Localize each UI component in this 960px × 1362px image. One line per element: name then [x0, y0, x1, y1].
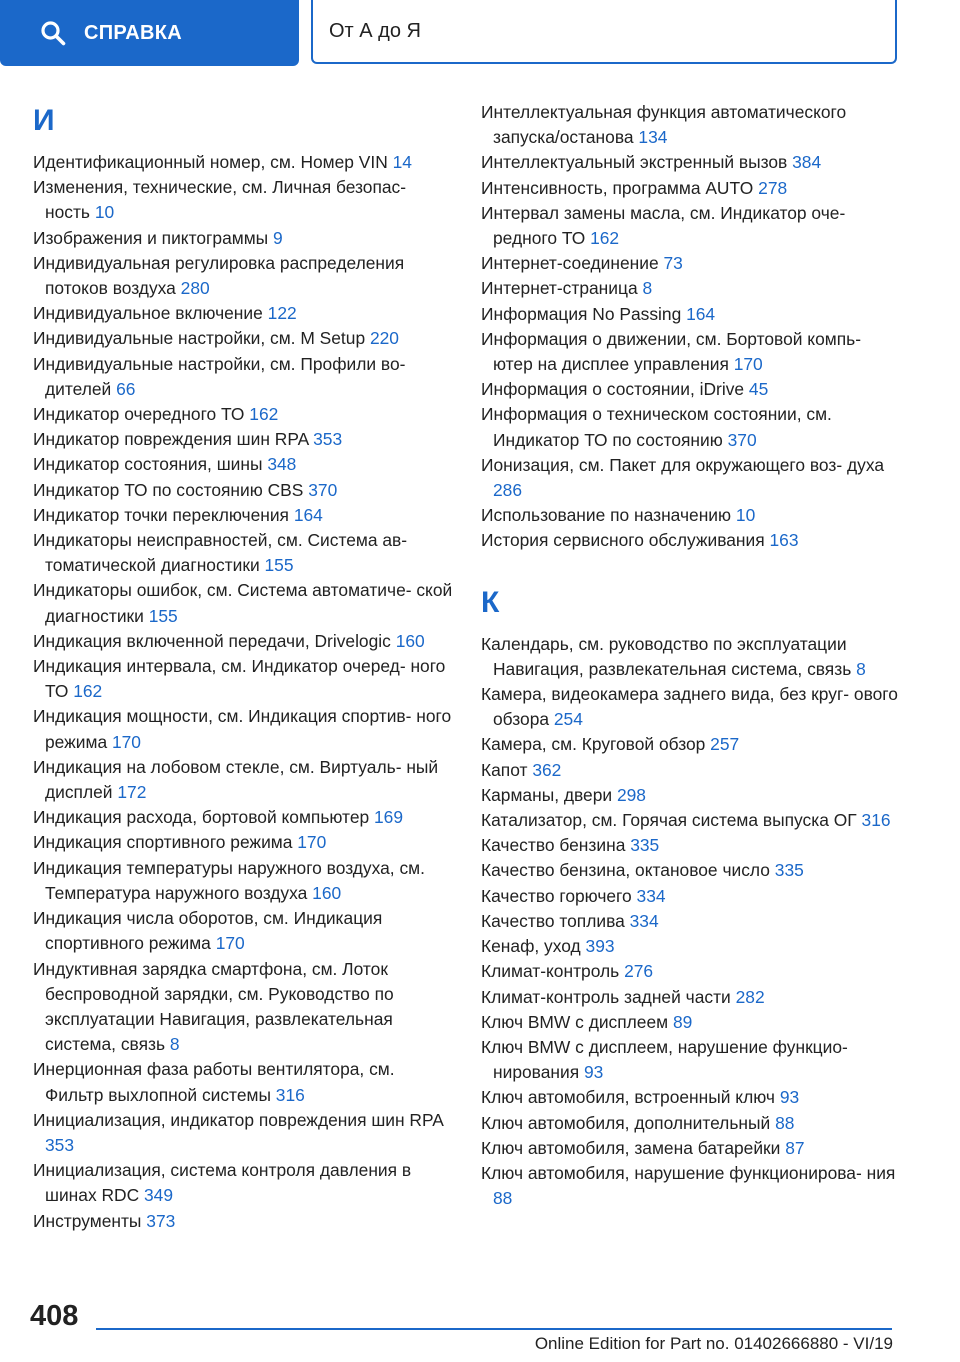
index-entry-text: Индикация температуры наружного воздуха, см. Температура наружного воздуха [33, 857, 425, 903]
index-entry [33, 226, 453, 251]
index-entry-text: Инициализация, система контроля давления в шинах RDC [33, 1160, 412, 1206]
index-entry [33, 427, 453, 452]
index-entry-text: Ионизация, см. Пакет для окружающего воз- духа [481, 454, 884, 475]
page-reference-link[interactable]: 9 [273, 227, 283, 248]
index-entry-text: Ключ автомобиля, дополнительный [481, 1112, 771, 1133]
index-entry [481, 251, 901, 276]
index-entry [33, 528, 453, 578]
index-entry-text: Ключ BMW с дисплеем [481, 1011, 669, 1032]
index-entry [481, 833, 901, 858]
index-entry-text: Ключ автомобиля, замена батарейки [481, 1137, 781, 1158]
page-reference-link[interactable]: 334 [636, 885, 666, 906]
index-entry [33, 957, 453, 1058]
page-reference-link[interactable]: 316 [861, 810, 891, 831]
page-reference-link[interactable]: 122 [267, 303, 297, 324]
page-reference-link[interactable]: 334 [629, 910, 659, 931]
section-letter-heading: И [33, 104, 55, 137]
index-entry-text: Интенсивность, программа AUTO [481, 177, 754, 198]
index-entry [481, 377, 901, 402]
index-entry-text: Катализатор, см. Горячая система выпуска ОГ [481, 810, 857, 831]
index-entry-text: Информация о состоянии, iDrive [481, 379, 745, 400]
index-entry [481, 150, 901, 175]
index-entry-text: Климат-контроль задней части [481, 986, 731, 1007]
index-entry [33, 906, 453, 956]
page-reference-link[interactable]: 278 [758, 177, 788, 198]
index-entry [33, 150, 453, 175]
index-entry-text: Индуктивная зарядка смартфона, см. Лоток беспроводной зарядки, см. Руководство по эксплуатации Навигация, развлекательная система, связь [33, 958, 394, 1055]
index-entry [481, 276, 901, 301]
index-entry-text: Индивидуальные настройки, см. Профили во- дителей [33, 353, 406, 399]
page-reference-link[interactable]: 393 [585, 936, 615, 957]
index-entry-text: Качество топлива [481, 910, 625, 931]
index-entry [33, 301, 453, 326]
index-entry-text: Индикация мощности, см. Индикация спортив- ного режима [33, 706, 452, 752]
page-reference-link[interactable]: 160 [312, 882, 342, 903]
index-entry [481, 858, 901, 883]
reference-tab-label: СПРАВКА [84, 21, 183, 44]
page-header [0, 0, 960, 66]
page-reference-link[interactable]: 370 [308, 479, 338, 500]
index-entry [481, 1111, 901, 1136]
index-entry-text: Индикатор ТО по состоянию CBS [33, 479, 304, 500]
index-entry-text: Камера, видеокамера заднего вида, без круг- ового обзора [481, 684, 898, 730]
index-entry [33, 629, 453, 654]
index-entry [481, 1161, 901, 1211]
page-reference-link[interactable]: 93 [779, 1087, 800, 1108]
index-entry [33, 578, 453, 628]
page-reference-link[interactable]: 162 [590, 228, 620, 249]
index-column-left [33, 100, 453, 1234]
index-entry-text: Индикаторы неисправностей, см. Система ав- томатической диагностики [33, 530, 408, 576]
index-entry-text: Качество горючего [481, 885, 632, 906]
page-reference-link[interactable]: 14 [392, 152, 412, 172]
page-reference-link[interactable]: 373 [146, 1210, 176, 1231]
page-reference-link[interactable]: 88 [493, 1188, 513, 1209]
index-entry [481, 528, 901, 553]
index-entry [481, 732, 901, 757]
index-entry-text: Инициализация, индикатор повреждения шин RPA [33, 1109, 443, 1130]
page-reference-link[interactable]: 172 [117, 782, 147, 803]
index-entry [33, 856, 453, 906]
index-entry [33, 251, 453, 301]
page-reference-link[interactable]: 134 [638, 127, 668, 148]
page-reference-link[interactable]: 257 [710, 734, 740, 755]
breadcrumb-text: От А до Я [329, 19, 421, 42]
index-entry-text: Капот [481, 759, 528, 780]
page-reference-link[interactable]: 220 [369, 328, 399, 349]
index-entry-text: Индикатор повреждения шин RPA [33, 429, 309, 450]
index-entry [33, 1108, 453, 1158]
index-entry-text: Индикаторы ошибок, см. Система автоматиче- ской диагностики [33, 580, 453, 626]
index-entry-text: Индикация числа оборотов, см. Индикация спортивного режима [33, 908, 383, 954]
index-entry-text: Индикатор точки переключения [33, 504, 289, 525]
index-entry [481, 100, 901, 150]
page-reference-link[interactable]: 164 [686, 303, 716, 324]
page-reference-link[interactable]: 353 [45, 1134, 75, 1155]
page-reference-link[interactable]: 353 [313, 429, 343, 450]
page-reference-link[interactable]: 384 [792, 152, 822, 173]
index-entry-text: Индивидуальные настройки, см. M Setup [33, 328, 366, 349]
page-reference-link[interactable]: 10 [735, 505, 756, 526]
index-entry-text: Инструменты [33, 1210, 142, 1231]
page-reference-link[interactable]: 316 [275, 1084, 305, 1105]
index-entry [33, 503, 453, 528]
page-reference-link[interactable]: 170 [297, 832, 327, 853]
index-entry-text: Камера, см. Круговой обзор [481, 734, 706, 755]
index-entry-text: Информация No Passing [481, 303, 682, 324]
index-entry [481, 1035, 901, 1085]
index-entry-text: Индикация расхода, бортовой компьютер [33, 807, 370, 828]
index-entry [481, 783, 901, 808]
page-reference-link[interactable]: 155 [148, 605, 178, 626]
index-entry-text: Интернет-страница [481, 278, 638, 299]
page-reference-link[interactable]: 286 [493, 480, 523, 501]
index-entry [481, 503, 901, 528]
reference-tab[interactable] [0, 0, 299, 66]
page-reference-link[interactable]: 362 [532, 759, 562, 780]
index-entry-text: Индивидуальная регулировка распределения потоков воздуха [33, 252, 405, 299]
index-column-right [481, 100, 901, 1211]
index-entry-text: Изменения, технические, см. Личная безопас- ность [33, 177, 407, 223]
index-entry [33, 326, 453, 351]
section-letter-heading: К [481, 585, 500, 619]
index-entry-text: Карманы, двери [481, 784, 613, 805]
index-entry-text: Индикация включенной передачи, Drivelogic [33, 630, 391, 651]
page-reference-link[interactable]: 73 [663, 253, 683, 274]
index-entry-text: Использование по назначению [481, 505, 732, 526]
index-entry [481, 176, 901, 201]
page-reference-link[interactable]: 8 [169, 1034, 180, 1055]
index-entry [481, 402, 901, 452]
index-entry [481, 302, 901, 327]
page-reference-link[interactable]: 87 [785, 1137, 805, 1158]
page-reference-link[interactable]: 160 [395, 630, 425, 651]
index-entry [481, 909, 901, 934]
footer-divider [96, 1328, 892, 1330]
index-entry-text: Климат-контроль [481, 961, 620, 982]
page-reference-link[interactable]: 10 [94, 202, 115, 223]
page-reference-link[interactable]: 88 [775, 1112, 795, 1133]
page-reference-link[interactable]: 170 [215, 933, 245, 954]
index-entry-text: Интеллектуальная функция автоматического запуска/останова [481, 102, 847, 148]
index-entry [33, 352, 453, 402]
index-entry-text: Индикация спортивного режима [33, 832, 293, 853]
index-entry-text: Кенаф, уход [481, 936, 581, 957]
index-entry-text: Информация о техническом состоянии, см. Индикатор ТО по состоянию [481, 404, 832, 450]
index-entry [481, 201, 901, 251]
index-entry [481, 453, 901, 503]
index-entry [481, 327, 901, 377]
index-entry [481, 682, 901, 732]
index-entry [481, 1136, 901, 1161]
page-reference-link[interactable]: 45 [748, 379, 769, 400]
index-entry [33, 755, 453, 805]
index-entry [481, 884, 901, 909]
index-entry [33, 402, 453, 427]
page-reference-link[interactable]: 89 [672, 1011, 693, 1032]
page-reference-link[interactable]: 162 [73, 681, 103, 702]
index-entry [33, 1057, 453, 1107]
page-reference-link[interactable]: 348 [267, 454, 297, 475]
index-entry-text: Качество бензина [481, 835, 626, 856]
page-reference-link[interactable]: 164 [293, 504, 323, 525]
page-reference-link[interactable]: 169 [374, 807, 404, 828]
index-entry-text: История сервисного обслуживания [481, 530, 765, 551]
index-entry-text: Идентификационный номер, см. Номер VIN [33, 152, 388, 172]
page-reference-link[interactable]: 370 [727, 429, 757, 450]
index-entry [33, 830, 453, 855]
index-entry-text: Индикатор очередного ТО [33, 404, 245, 425]
index-entry [481, 758, 901, 783]
index-entry-text: Индивидуальное включение [33, 303, 263, 324]
index-entry-text: Индикация интервала, см. Индикатор очеред- ного ТО [33, 656, 446, 702]
index-entry [33, 1158, 453, 1208]
page-reference-link[interactable]: 298 [616, 784, 646, 805]
page-reference-link[interactable]: 163 [769, 530, 799, 551]
page-reference-link[interactable]: 93 [583, 1062, 604, 1083]
page-reference-link[interactable]: 162 [249, 404, 279, 425]
index-entry [33, 452, 453, 477]
index-entry [481, 959, 901, 984]
page-reference-link[interactable]: 170 [733, 354, 763, 375]
index-entry [33, 175, 453, 225]
index-entry-text: Ключ BMW с дисплеем, нарушение функцио- нирования [481, 1036, 848, 1083]
page-reference-link[interactable]: 8 [856, 658, 866, 679]
index-entry [481, 985, 901, 1010]
index-entry [481, 632, 901, 682]
index-entry [481, 1010, 901, 1035]
index-entry [33, 478, 453, 503]
index-entry-text: Индикатор состояния, шины [33, 454, 263, 475]
index-entry-text: Изображения и пиктограммы [33, 227, 269, 248]
index-entry [33, 805, 453, 830]
index-entry-text: Интеллектуальный экстренный вызов [481, 152, 788, 173]
index-entry-text: Ключ автомобиля, встроенный ключ [481, 1087, 775, 1108]
index-entry-text: Календарь, см. руководство по эксплуатации Навигация, развлекательная система, связь [481, 633, 852, 679]
index-entry-text: Интернет-соединение [481, 253, 659, 274]
page-reference-link[interactable]: 254 [553, 709, 583, 730]
search-icon [40, 20, 66, 46]
index-entry [481, 934, 901, 959]
edition-info: Online Edition for Part no. 01402666880 - VI/19 [534, 1334, 893, 1353]
index-entry [33, 654, 453, 704]
page-reference-link[interactable]: 335 [774, 860, 804, 881]
index-entry-text: Качество бензина, октановое число [481, 860, 770, 881]
index-entry-text: Интервал замены масла, см. Индикатор оче- редного ТО [481, 202, 846, 249]
page-reference-link[interactable]: 276 [624, 961, 654, 982]
index-entry-text: Инерционная фаза работы вентилятора, см. Фильтр выхлопной системы [33, 1059, 395, 1105]
breadcrumb [311, 0, 897, 64]
page-reference-link[interactable]: 282 [735, 986, 765, 1007]
page-reference-link[interactable]: 66 [116, 378, 136, 399]
page-reference-link[interactable]: 170 [111, 731, 141, 752]
page-reference-link[interactable]: 335 [630, 835, 660, 856]
page-reference-link[interactable]: 349 [144, 1185, 174, 1206]
index-entry-text: Индикация на лобовом стекле, см. Виртуаль- ный дисплей [33, 756, 439, 803]
page-number: 408 [30, 1300, 79, 1332]
index-entry-text: Ключ автомобиля, нарушение функционирова- ния [481, 1162, 896, 1183]
index-entry [33, 704, 453, 754]
index-entry [33, 1209, 453, 1234]
page-reference-link[interactable]: 155 [264, 555, 294, 576]
page-reference-link[interactable]: 280 [180, 278, 210, 299]
index-entry [481, 1085, 901, 1110]
page-reference-link[interactable]: 8 [642, 278, 653, 299]
index-entry-text: Информация о движении, см. Бортовой компь- ютер на дисплее управления [481, 328, 862, 375]
index-entry [481, 808, 901, 833]
